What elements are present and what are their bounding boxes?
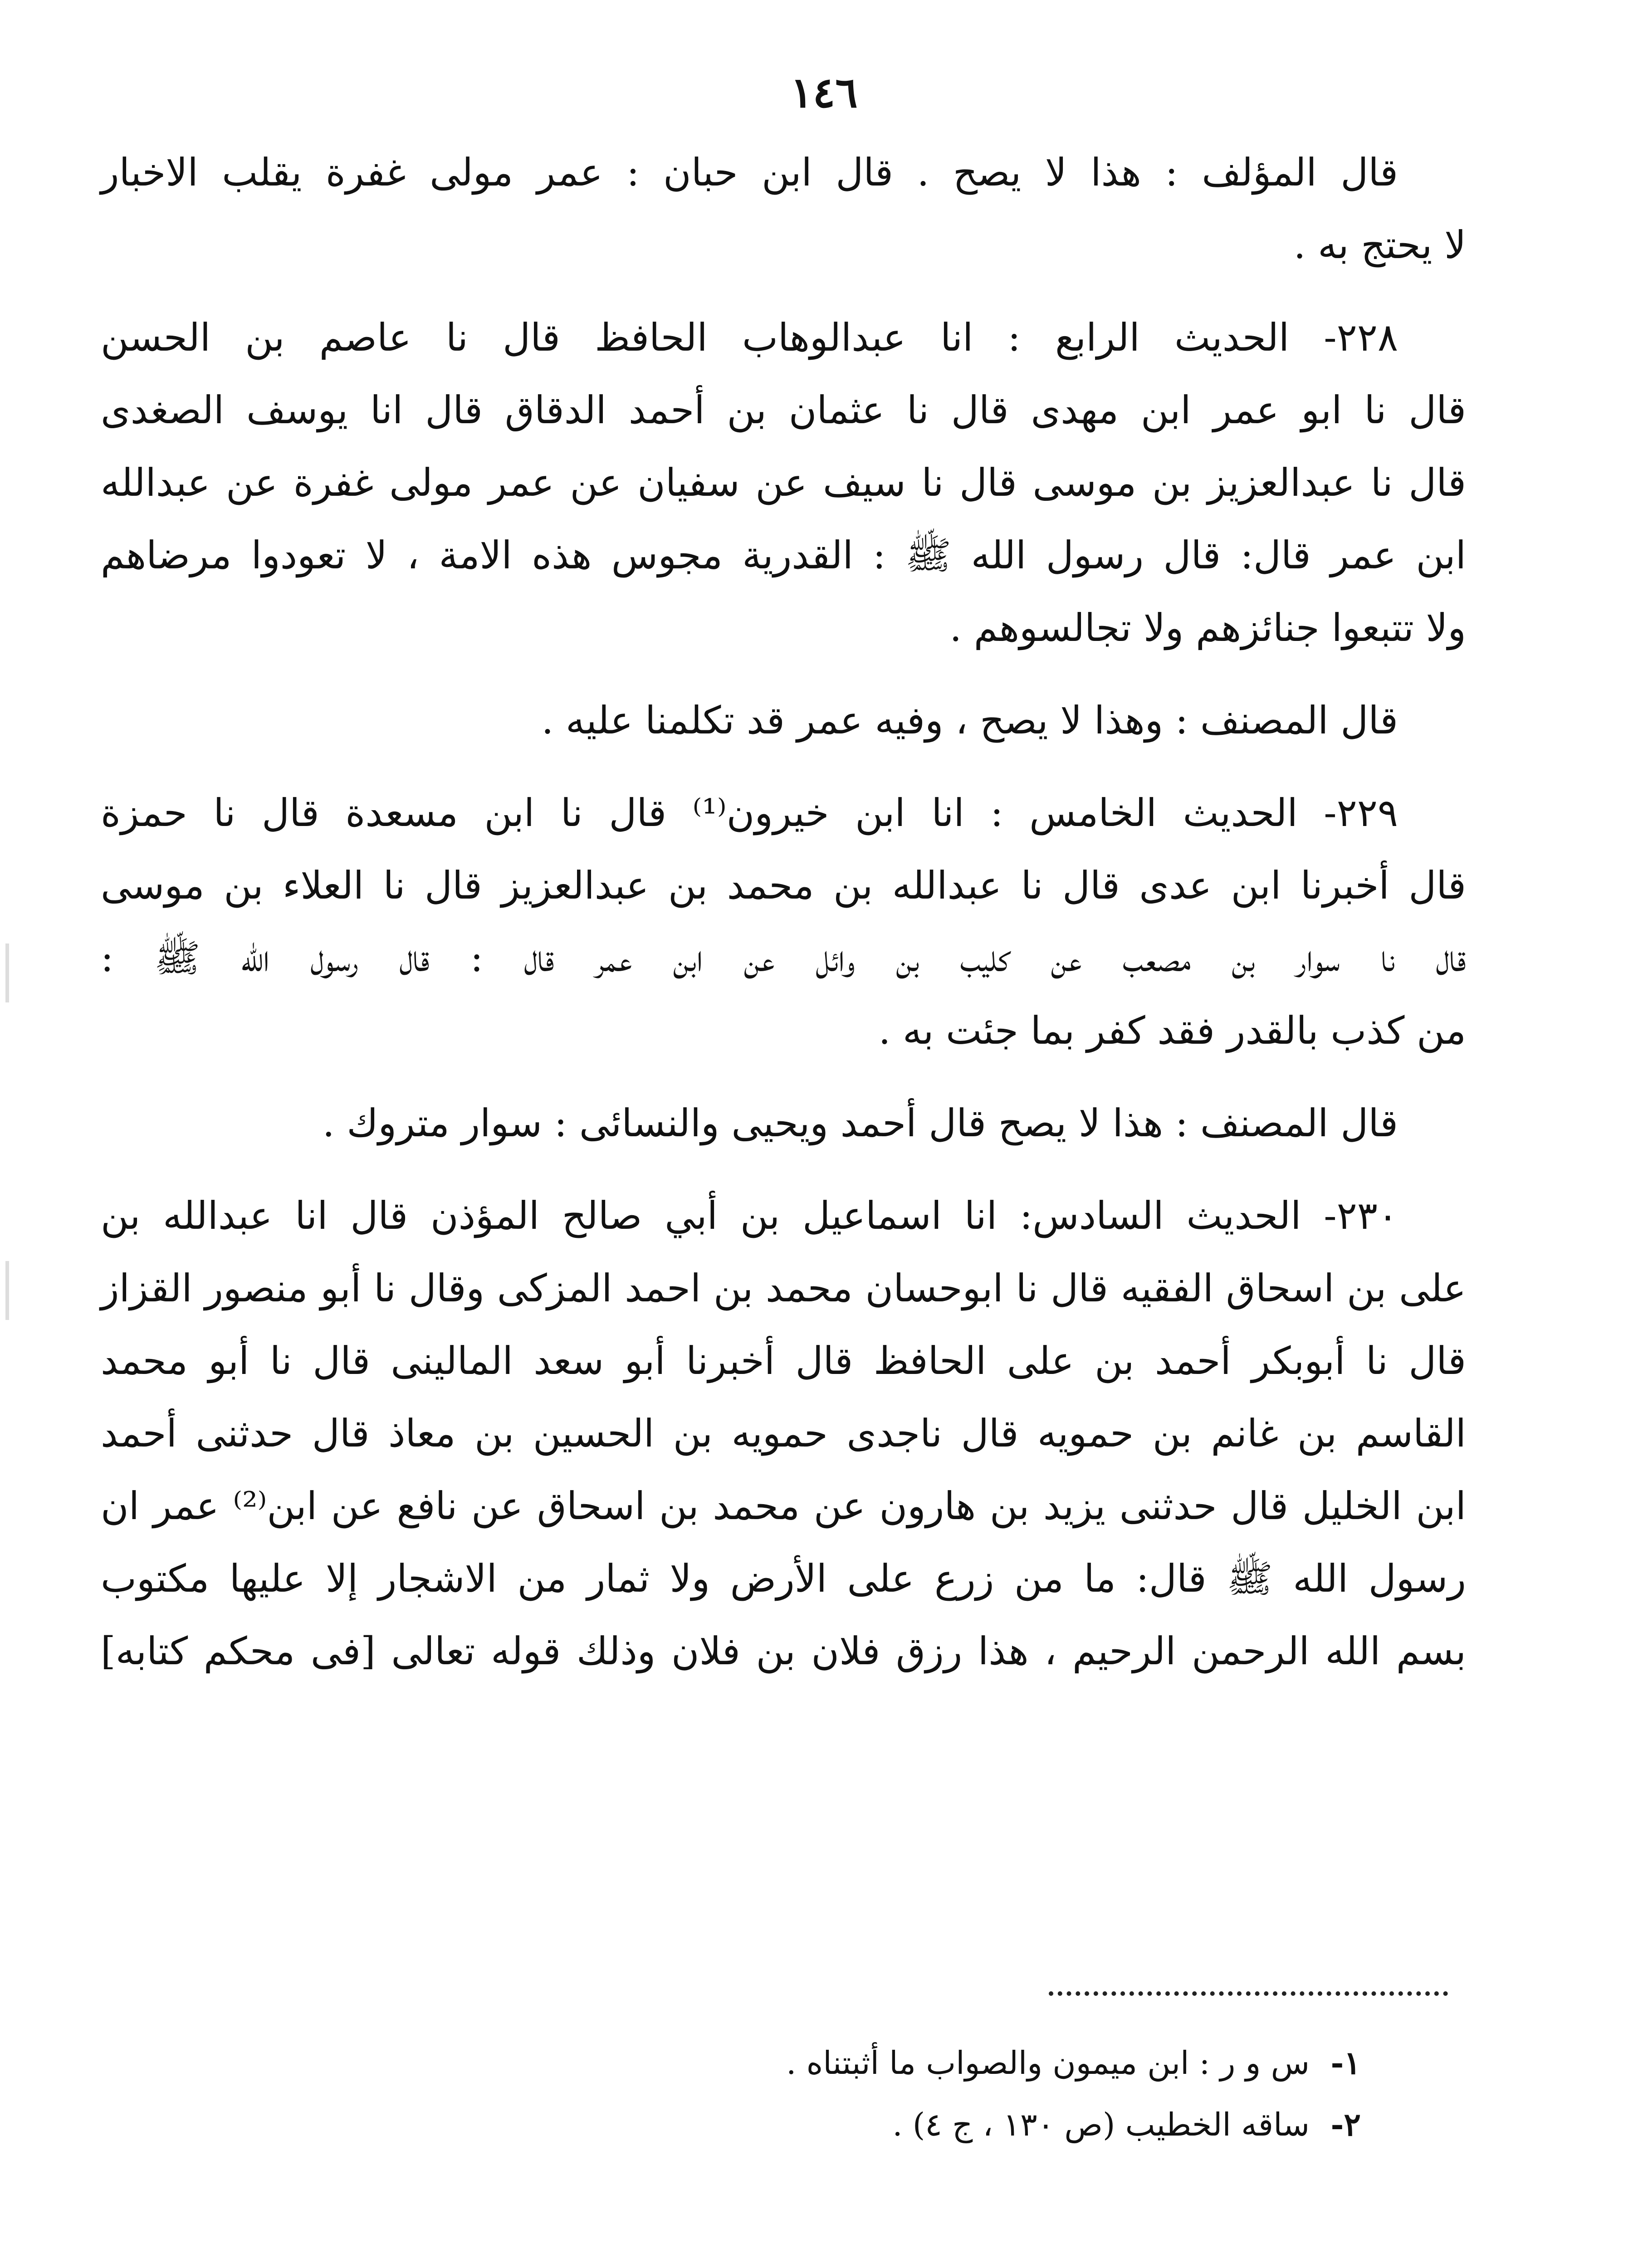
page-number: ١٤٦ xyxy=(790,68,858,117)
paragraph-hadith-229 xyxy=(101,777,1466,1067)
text-line: ابن عمر قال: قال رسول الله ﷺ : القدرية مجوس هذه الامة ، لا تعودوا مرضاهم xyxy=(101,533,1466,577)
text-line: قال نا عبدالعزيز بن موسى قال نا سيف عن سفيان عن عمر مولى غفرة عن عبدالله xyxy=(101,460,1466,505)
paragraph-musannif-note-1 xyxy=(101,684,1466,757)
text-line: ٢٣٠- الحديث السادس: انا اسماعيل بن أبي صالح المؤذن قال انا عبدالله بن xyxy=(101,1193,1398,1238)
text-line: قال المصنف : هذا لا يصح قال أحمد ويحيى والنسائى : سوار متروك . xyxy=(322,1101,1398,1145)
text-line: ابن الخليل قال حدثنى يزيد بن هارون عن محمد بن اسحاق عن نافع عن ابن⁽²⁾ عمر ان xyxy=(101,1484,1467,1528)
text-line: القاسم بن غانم بن حمويه قال ناجدى حمويه بن الحسين بن معاذ قال حدثنى أحمد xyxy=(101,1411,1466,1456)
text-line: من كذب بالقدر فقد كفر بما جئت به . xyxy=(878,1008,1466,1053)
text-line: بسم الله الرحمن الرحيم ، هذا رزق فلان بن فلان وذلك قوله تعالى [فى محكم كتابه] xyxy=(101,1629,1466,1673)
footnotes xyxy=(181,2032,1361,2156)
text-line: قال نا سوار بن مصعب عن كليب بن وائل عن ابن عمر قال : قال رسول الله ﷺ : xyxy=(101,936,1466,980)
footnote-2 xyxy=(181,2094,1361,2156)
text-line: رسول الله ﷺ قال: ما من زرع على الأرض ولا ثمار من الاشجار إلا عليها مكتوب xyxy=(101,1556,1466,1601)
text-line: قال نا أبوبكر أحمد بن على الحافظ قال أخبرنا أبو سعد المالينى قال نا أبو محمد xyxy=(101,1339,1466,1383)
paragraph-musannif-note-2 xyxy=(101,1087,1466,1159)
footnote-number: ٢- xyxy=(1330,2106,1361,2143)
main-text xyxy=(101,136,1466,1707)
footnote-number: ١- xyxy=(1330,2044,1361,2082)
paragraph-author-note xyxy=(101,136,1466,281)
scan-edge-mark xyxy=(5,943,9,1002)
text-line: ٢٢٩- الحديث الخامس : انا ابن خيرون⁽¹⁾ قال نا ابن مسعدة قال نا حمزة xyxy=(101,791,1399,835)
text-line: قال أخبرنا ابن عدى قال نا عبدالله بن محمد بن عبدالعزيز قال نا العلاء بن موسى xyxy=(101,863,1466,908)
footnote-1 xyxy=(181,2032,1361,2094)
footnote-text: ساقه الخطيب (ص ١٣٠ ، ج ٤) . xyxy=(892,2106,1310,2143)
text-line: قال المصنف : وهذا لا يصح ، وفيه عمر قد تكلمنا عليه . xyxy=(541,698,1398,743)
footnote-text: س و ر : ابن ميمون والصواب ما أثبتناه . xyxy=(786,2044,1310,2082)
footnote-separator xyxy=(1049,1991,1448,1996)
paragraph-hadith-228 xyxy=(101,301,1466,664)
text-line: ولا تتبعوا جنائزهم ولا تجالسوهم . xyxy=(949,606,1466,650)
text-line: ٢٢٨- الحديث الرابع : انا عبدالوهاب الحافظ قال نا عاصم بن الحسن xyxy=(101,315,1398,360)
text-line: على بن اسحاق الفقيه قال نا ابوحسان محمد بن احمد المزكى وقال نا أبو منصور القزاز xyxy=(101,1266,1466,1310)
text-line: قال نا ابو عمر ابن مهدى قال نا عثمان بن أحمد الدقاق قال انا يوسف الصغدى xyxy=(101,388,1466,432)
paragraph-hadith-230 xyxy=(101,1179,1466,1687)
text-line: لا يحتج به . xyxy=(1293,223,1466,267)
text-line: قال المؤلف : هذا لا يصح . قال ابن حبان : عمر مولى غفرة يقلب الاخبار xyxy=(101,150,1398,195)
scan-edge-mark xyxy=(5,1261,9,1320)
